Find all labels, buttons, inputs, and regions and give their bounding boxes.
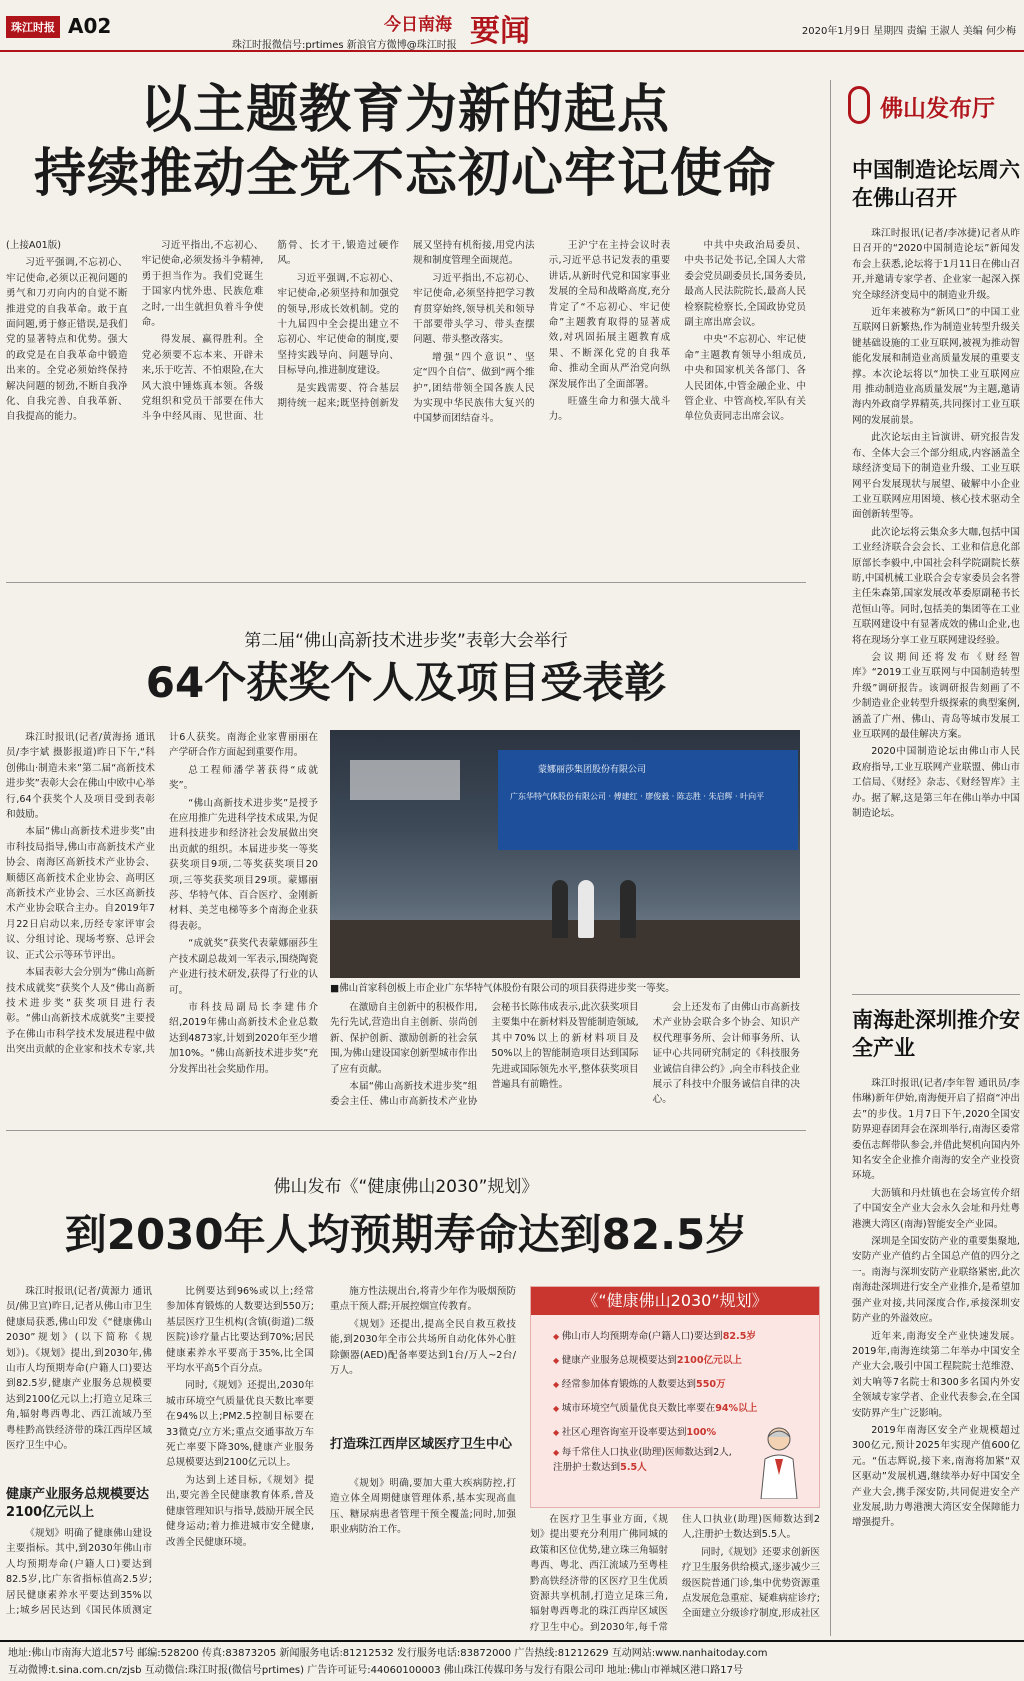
paragraph: 本届表彰大会分别为“佛山高新技术成就奖”获奖个人及“佛山高新技术进步奖”获奖项目进行表彰。“佛山高新技术成就奖”主要授予在佛山市科学技术发展进程中做出突出贡献的企业家和技术专家,共计6人获奖。南海企业家曹丽丽在产学研合作方面起到重要作用。 bbox=[6, 732, 318, 1056]
award-article-left bbox=[6, 730, 318, 1114]
paragraph: 此次论坛由主旨演讲、研究报告发布、全体大会三个部分组成,内容涵盖全球经济变局下的制造业升级、工业互联网平台发展现状与展望、破解中小企业工业互联网应用困境、核心技术驱动全面创新转型等。 bbox=[852, 432, 1020, 521]
person-figure bbox=[620, 880, 636, 938]
paragraph: 近年来,南海安全产业快速发展。2019年,南海连续第二年举办中国安全产业大会,吸引中国工程院院士范维澄、刘大响等7名院士和300多名国内外安全领域专家学者、企业代表参会,在全国安防界产生广泛影响。 bbox=[852, 1330, 1020, 1419]
infobox-title: 《“健康佛山2030”规划》 bbox=[531, 1287, 819, 1315]
masthead-contacts: 珠江时报微信号:prtimes 新浪官方微博@珠江时报 bbox=[232, 40, 457, 51]
infobox-item bbox=[553, 1325, 809, 1349]
award-article-right bbox=[330, 1000, 800, 1114]
column-divider bbox=[830, 80, 831, 1636]
paragraph: 本届“佛山高新技术进步奖”由市科技局指导,佛山市高新技术产业协会、南海区高新技术产业协会、顺德区高新技术企业协会、高明区高新技术产业协会、三水区高新技术产业协会联合主办。自2019年7月22日启动以来,历经专家评审会议、分组讨论、现场考察、总评会议、正式公示等环节评出。 bbox=[6, 826, 155, 961]
paragraph: 总工程师潘学著获得“成就奖”。 bbox=[169, 764, 318, 792]
sidebar-story2-title: 南海赴深圳推介安全产业 bbox=[852, 1008, 1020, 1060]
health-article-col1b bbox=[6, 1526, 152, 1636]
sidebar-story2-body bbox=[852, 1076, 1020, 1636]
paragraph: 2019年南海区安全产业规模超过300亿元,预计2025年实现产值600亿元。“伍志辉说,接下来,南海将加紧“双区驱动”发展机遇,继续举办好中国安全产业大会,携手深安防,共同促进安全产业发展,助力粤港澳大湾区安全保障能力增强提升。 bbox=[852, 1424, 1020, 1529]
divider bbox=[852, 994, 1020, 995]
section-title: 要闻 bbox=[470, 14, 530, 49]
paragraph: 比例要达到96%或以上;经常参加体育锻炼的人数要达到550万;基层医疗卫生机构(含镇(街道)二级医院)诊疗量占比要达到70%;居民健康素养水平要高于35%,比全国平均水平高5个百分点。 bbox=[166, 1286, 314, 1375]
health-kicker: 佛山发布《“健康佛山2030”规划》 bbox=[273, 1177, 539, 1197]
infobox-item bbox=[553, 1349, 809, 1373]
lead-headline-line2: 持续推动全党不忘初心牢记使命 bbox=[33, 144, 776, 204]
stage-screen bbox=[498, 750, 798, 850]
photo-caption: ■佛山首家科创板上市企业广东华特气体股份有限公司的项目获得进步奖一等奖。 bbox=[330, 983, 675, 994]
footer bbox=[0, 1640, 1024, 1681]
paragraph: 习近平指出,不忘初心、牢记使命,必须发扬斗争精神,勇于担当作为。我们党诞生于国家内忧外患、民族危难之时,一出生就担负着斗争使命。 bbox=[141, 240, 264, 329]
item-text: 社区心理咨询室开设率要达到 bbox=[561, 1427, 687, 1438]
paragraph: 深圳是全国安防产业的重要集聚地,安防产业产值约占全国总产值的四分之一。南海与深圳安防产业联络紧密,此次南海赴深圳进行安全产业推介,是希望加强产业对接,共同深度合作,承接深圳安防产业的外溢效应。 bbox=[852, 1236, 1020, 1325]
paragraph: “成就奖”获奖代表蒙娜丽莎生产技术副总裁刘一军表示,围绕陶瓷产业进行技术研发,获得了行业的认可。 bbox=[169, 938, 318, 996]
paragraph: 中共中央政治局委员、中央书记处书记,全国人大常委会党员副委员长,国务委员,最高人民法院院长,最高人民检察院检察长,全国政协党员副主席出席会议。 bbox=[684, 240, 806, 329]
health-plan-infobox bbox=[530, 1286, 820, 1508]
paragraph: 《规划》还提出,提高全民自救互救技能,到2030年全市公共场所自动化体外心脏除颤器(AED)配备率要达到1台/万人~2台/万人。 bbox=[330, 1318, 516, 1377]
item-value: 94%以上 bbox=[715, 1403, 758, 1414]
paragraph: 会议期间还将发布《财经智库》“2019工业互联网与中国制造转型升级”调研报告。该调研报告刻画了不少制造业企业转型升级探索的典型案例,涵盖了广州、佛山、青岛等城市发展工业互联网的最佳解决方案。 bbox=[852, 651, 1020, 740]
masthead bbox=[0, 0, 1024, 52]
page-number: A02 bbox=[68, 14, 112, 38]
paragraph: 《规划》明确,要加大重大疾病防控,打造立体全周期健康管理体系,基本实现高血压、糖尿病患者管理干预全覆盖;同时,加强职业病防治工作。 bbox=[330, 1478, 516, 1536]
paragraph: 市科技局副局长李建伟介绍,2019年佛山高新技术企业总数达到4873家,计划到2020年至少增加10%。“佛山高新技术进步奖”充分发挥出社会奖励作用。 bbox=[169, 1001, 318, 1075]
sidebar-story1-title: 中国制造论坛周六在佛山召开 bbox=[852, 158, 1020, 210]
item-value: 2100亿元以上 bbox=[676, 1355, 742, 1366]
paragraph: “佛山高新技术进步奖”是授予在应用推广先进科学技术成果,为促进科技进步和经济社会发展做出突出贡献的组织。本届进步奖一等奖获奖项目9项,二等奖获奖项目20项,三等奖获奖项目29项。蒙娜丽莎、华特气体、百合医疗、金刚新材料、美芝电梯等多个南海企业获得表彰。 bbox=[169, 797, 318, 932]
item-text: 佛山市人均预期寿命(户籍人口)要达到 bbox=[561, 1331, 723, 1342]
footer-line2: 互动微博:t.sina.com.cn/zjsb 互动微信:珠江时报(微信号prtimes) 广告许可证号:44060100003 佛山珠江传媒印务与发行有限公司印 地址:佛山市禅城区港口路17号 bbox=[8, 1665, 744, 1676]
health-article-col2 bbox=[166, 1284, 314, 1636]
paragraph: 会上还发布了由佛山市高新技术产业协会联合多个协会、知识产权代理事务所、会计师事务所、认证中心共同研究制定的《科技服务业诚信自律公约》,向全市科技企业展示了科技中介服务诚信自律的决心。 bbox=[652, 1002, 800, 1106]
paragraph: 此次论坛将云集众多大咖,包括中国工业经济联合会会长、工业和信息化部原部长李毅中,中国社会科学院副院长蔡昉,中国机械工业联合会专家委员会名誉主任朱森第,国家发展改革委原副秘书长范恒山等。同时,包括美的集团等在工业互联网建设中有显著成效的佛山企业,也将在现场分享工业互联网建设经验。 bbox=[852, 526, 1020, 646]
item-value: 100% bbox=[686, 1427, 717, 1438]
paragraph: 近年来被称为“新风口”的中国工业互联网日新繁热,作为制造业转型升级关键基础设施的工业互联网,被视为推动智能化发展和制造业高质量发展的重要支撑。本次论坛将以“加快工业互联网应用 推动制造业高质量发展”为主题,邀请海内外政商学界精英,共同探讨工业互联网的发展前景。 bbox=[852, 307, 1020, 426]
sidebar-brand: 佛山发布厅 bbox=[880, 95, 995, 122]
paragraph: 在激励自主创新中的积极作用,先行先试,营造出自主创新、崇尚创新、保护创新、激励创新的社会氛围,为佛山建设国家创新型城市作出了应有贡献。 bbox=[330, 1002, 478, 1075]
newspaper-logo: 珠江时报 bbox=[6, 16, 60, 38]
award-kicker: 第二届“佛山高新技术进步奖”表彰大会举行 bbox=[244, 631, 568, 651]
paragraph: 本届“佛山高新技术进步奖”组委会主任、佛山市高新技术产业协会秘书长陈伟成表示,此次获奖项目主要集中在新材料及智能制造领域,其中70%以上的新材料项目及50%以上的智能制造项目达到国际先进或国际领先水平,整体获奖项目普遍具有前瞻性。 bbox=[330, 1002, 639, 1108]
doctor-illustration-icon bbox=[755, 1425, 803, 1499]
health-article-col1 bbox=[6, 1284, 152, 1484]
section-label: 今日南海 bbox=[384, 15, 452, 35]
infobox-item bbox=[553, 1373, 809, 1397]
item-text: 健康产业服务总规模要达到 bbox=[561, 1355, 677, 1366]
paragraph: 同时,《规划》还要求创新医疗卫生服务供给模式,逐步减少三级医院普通门诊,集中优势资源重点发展危急重症、疑难病症诊疗;全面建立分级诊疗制度,形成社区 bbox=[682, 1546, 820, 1620]
paragraph: 王沪宁在主持会议时表示,习近平总书记发表的重要讲话,从新时代党和国家事业发展的全局和战略高度,充分肯定了“不忘初心、牢记使命”主题教育取得的显著成效,对巩固拓展主题教育成果、不断深化党的自我革命、推动全面从严治党向纵深发展作出了全面部署。 bbox=[548, 240, 671, 390]
paragraph: 珠江时报讯(记者/李冰捷)记者从昨日召开的“2020中国制造论坛”新闻发布会上获悉,论坛将于1月11日在佛山召开,并邀请专家学者、企业家一起深入探究全球经济变局中的制造业升级。 bbox=[852, 228, 1020, 301]
paragraph: 增强“四个意识”、坚定“四个自信”、做到“两个维护”,团结带领全国各族人民为实现中华民族伟大复兴的中国梦而团结奋斗。 bbox=[412, 351, 535, 425]
paragraph: 施方性法规出台,将青少年作为吸烟预防重点干预人群;开展控烟宣传教育。 bbox=[330, 1286, 516, 1313]
lead-article-body bbox=[6, 238, 806, 574]
issue-date: 2020年1月9日 星期四 责编 王淑人 美编 何少梅 bbox=[801, 26, 1016, 37]
health-article-col3b bbox=[330, 1476, 516, 1636]
paragraph: 是实践需要、符合基层期待统一起来;既坚持创新发展又坚持有机衔接,用党内法规和制度管理全面规范。 bbox=[277, 240, 535, 410]
health-headline: 到2030年人均预期寿命达到82.5岁 bbox=[64, 1210, 748, 1259]
infobox-item bbox=[553, 1397, 809, 1421]
person-figure bbox=[578, 880, 594, 938]
item-text: 城市环境空气质量优良天数比率要在 bbox=[561, 1403, 716, 1414]
item-value: 82.5岁 bbox=[722, 1331, 756, 1342]
paragraph: 2020中国制造论坛由佛山市人民政府指导,工业互联网产业联盟、佛山市工信局、《财经》杂志、《财经智库》主办。据了解,这是第三年在佛山举办中国制造论坛。 bbox=[852, 746, 1020, 820]
item-text: 每千常住人口执业(助理)医师数达到2人,注册护士数达到 bbox=[553, 1447, 732, 1473]
award-headline: 64个获奖个人及项目受表彰 bbox=[145, 658, 667, 707]
award-ceremony-photo bbox=[330, 730, 800, 978]
lead-headline bbox=[20, 78, 790, 206]
health-article-col5 bbox=[530, 1512, 820, 1636]
paragraph: 《规划》明确了健康佛山建设主要指标。其中,到2030年佛山市人均预期寿命(户籍人口)要达到82.5岁,比广东省指标值高2.5岁;居民健康素养水平要达到35%以上;城乡居民达到《国民体质测定 bbox=[6, 1528, 152, 1617]
paragraph: (上接A01版) bbox=[6, 240, 62, 251]
paragraph: 旺盛生命力和强大战斗力。 bbox=[548, 396, 671, 423]
health-article-col3 bbox=[330, 1284, 516, 1434]
paragraph: 习近平指出,不忘初心、牢记使命,必须坚持把学习教育贯穿始终,领导机关和领导干部要带头学习、带头查摆问题、带头整改落实。 bbox=[412, 272, 535, 346]
paragraph: 同时,《规划》还提出,2030年城市环境空气质量优良天数比率要在94%以上;PM2.5控制目标要在33微克/立方米;重点交通事故万车死亡率要下降30%,健康产业服务总规模要达到2100亿元以上。 bbox=[166, 1380, 314, 1469]
footer-line1: 地址:佛山市南海大道北57号 邮编:528200 传真:83873205 新闻服务电话:81212532 发行服务电话:83872000 广告热线:81212629 互动网站:www.nanhaitoday.com bbox=[8, 1648, 768, 1659]
paragraph: 大沥镇和丹灶镇也在会场宣传介绍了中国安全产业大会永久会址和丹灶粤港澳大湾区(南海)智能安全产业园。 bbox=[852, 1187, 1020, 1230]
sidebar-story1-body bbox=[852, 226, 1020, 986]
microphone-icon bbox=[848, 86, 870, 124]
divider bbox=[6, 1130, 806, 1131]
paragraph: 习近平强调,不忘初心、牢记使命,必须坚持和加强党的领导,形成长效机制。党的十九届四中全会提出建立不忘初心、牢记使命的制度,要坚持实践导向、问题导向、目标导向,推进制度建设。 bbox=[277, 272, 399, 377]
paragraph: 珠江时报讯(记者/黄海扬 通讯员/李宇斌 摄影报道)昨日下午,“科创佛山·制造未来”第二届“高新技术进步奖”表彰大会在佛山中欧中心举行,64个获奖个人及项目受到表彰和鼓励。 bbox=[6, 732, 155, 821]
paragraph: 中央“不忘初心、牢记使命”主题教育领导小组成员,中央和国家机关各部门、各人民团体,中管金融企业、中管企业、中管高校,军队有关单位负责同志出席会议。 bbox=[684, 334, 806, 423]
paragraph: 在医疗卫生事业方面,《规划》提出要充分利用广佛同城的政策和区位优势,建立珠三角辐射粤西、粤北、西江流域乃至粤桂黔高铁经济带的区医疗卫生优质资源共享机制,打造立足珠三角,辐射粤西粤北的珠江西岸区域医疗卫生中心。到2030年,每千常住人口执业(助理)医师数达到2人,注册护士数达到5.5人。 bbox=[530, 1514, 820, 1633]
health-subhead-a: 健康产业服务总规模要达2100亿元以上 bbox=[6, 1487, 150, 1520]
paragraph: 为达到上述目标,《规划》提出,要完善全民健康教育体系,普及健康管理知识与指导,鼓励开展全民健身运动;着力推进城市安全健康,改善全民健康环境。 bbox=[166, 1474, 314, 1548]
health-subhead-b: 打造珠江西岸区域医疗卫生中心 bbox=[330, 1437, 513, 1452]
screen-title: 蒙娜丽莎集团股份有限公司 bbox=[538, 765, 647, 775]
item-value: 550万 bbox=[696, 1379, 726, 1390]
person-figure bbox=[552, 880, 568, 938]
item-text: 经常参加体育锻炼的人数要达到 bbox=[561, 1379, 697, 1390]
paragraph: 得发展、赢得胜利。全党必须要不忘本来、开辟未来,乐于吃苦、不怕艰险,在大风大浪中锤炼真本领。各级党组织和党员干部要在伟大斗争中经风雨、见世面、壮筋骨、长才干,锻造过硬作风。 bbox=[141, 240, 399, 423]
stage-backdrop bbox=[350, 760, 460, 800]
lead-headline-line1: 以主题教育为新的起点 bbox=[139, 80, 670, 140]
screen-names: 广东华特气体股份有限公司 · 傅建红 · 廖俊毅 · 陈志胜 · 朱启辉 · 叶向平 bbox=[510, 792, 765, 801]
paragraph: 珠江时报讯(记者/李年智 通讯员/李伟琳)新年伊始,南海便开启了招商“冲出去”的步伐。1月7日下午,2020全国安防界迎春团拜会在深圳举行,南海区委常委伍志辉带队参会,并借此契机向国内外知名安全企业推介南海的安全产业投资环境。 bbox=[852, 1078, 1020, 1182]
divider bbox=[6, 582, 806, 583]
paragraph: 习近平强调,不忘初心、牢记使命,必须以正视问题的勇气和刀刃向内的自觉不断推进党的自我革命。敢于直面问题,勇于修正错误,是我们党的显著特点和优势。强大的政党是在自我革命中锻造出来的。全党必须始终保持解决问题的韧劲,不断自我净化、自我完善、自我革新、自我提高的能力。 bbox=[6, 257, 128, 423]
item-value: 5.5人 bbox=[620, 1462, 647, 1473]
paragraph: 珠江时报讯(记者/黄源力 通讯员/佛卫宣)昨日,记者从佛山市卫生健康局获悉,佛山印发《“健康佛山2030”规划》(以下简称《规划》)。《规划》提出,到2030年,佛山市人均预期寿命(户籍人口)要达到82.5岁,健康产业服务总规模要达到2100亿元以上;打造立足珠三角,辐射粤西粤北、西江流域乃至粤桂黔高铁经济带的珠江西岸区域医疗卫生中心。 bbox=[6, 1286, 152, 1452]
